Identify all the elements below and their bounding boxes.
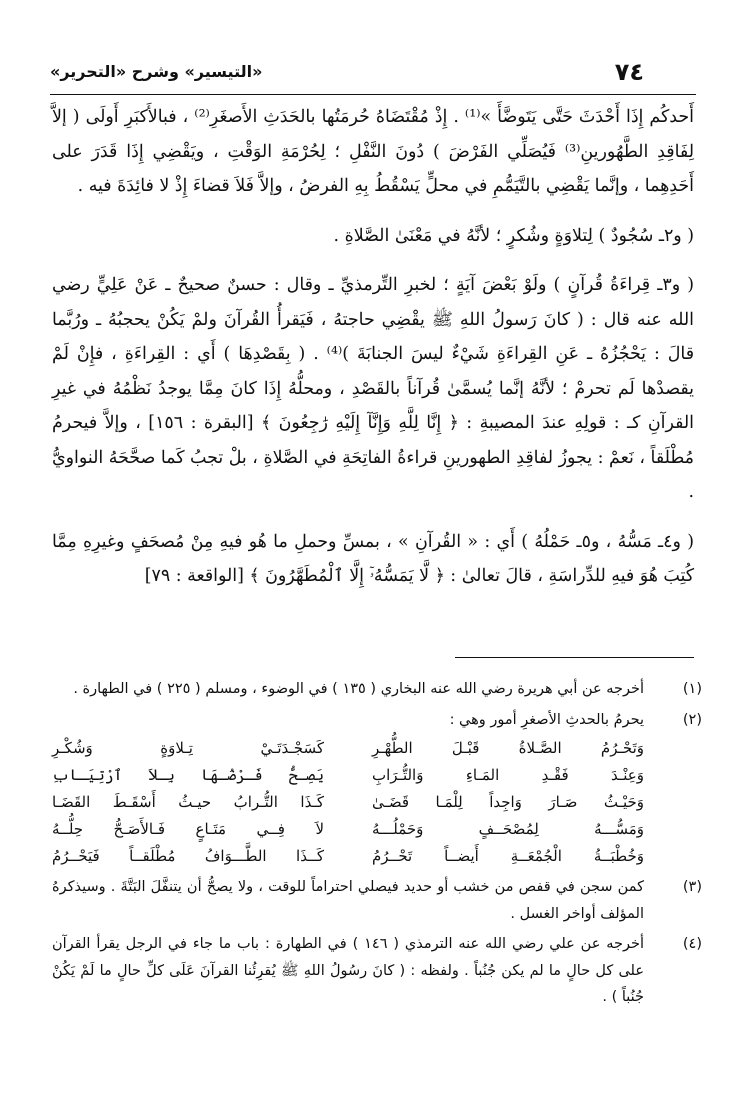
running-title: «التيسير» وشرح «التحرير» [50, 62, 263, 81]
verse-second-hemistich: يَصِـحُّ فَـرْضُـهَا بِـلاَ ٱرْتِيَـابِ [52, 766, 324, 784]
footnotes [52, 676, 702, 1011]
footnote-number: (٢) [682, 711, 702, 728]
verse-first-hemistich: وَتَحْـرُمُ الصَّـلاةُ قَبْـلَ الطُّهْـرِ [372, 739, 644, 757]
paragraph-1: أَحدكُم إِذَا أَحْدَثَ حَتَّى يَتَوضَّأَ »⁽¹⁾ . إِذْ مُقْتَضَاهُ حُرمَتُها بالحَدَثِ الأَصغَرِ⁽²⁾ ، فبالأَكبَرِ أَولَى ( إلاَّ لِفَاقِدِ الطَّهُورينِ⁽³⁾ فَيُصَلِّي الفَرْضَ ) دُونَ النَّفْلِ ؛ لِحُرْمَةِ الوَقْتِ ، ويَقْضِي إِذَا قَدَرَ على أَحَدِهِما ، وإنَّما يَقْضِي بالتَّيَمُّمِ في محلٍّ يَسْقُطُ بِهِ الفرضُ ، وإلاَّ فَلاَ قضاءَ إِذْ لا فائِدَةَ فيه . [52, 107, 695, 196]
verse-line [52, 762, 644, 789]
footnote-1 [52, 676, 702, 703]
paragraph-2: ( و٢ـ سُجُودٌ ) لِتلاوَةٍ وشُكرٍ ؛ لأنَّهُ في مَعْنَىٰ الصَّلاةِ . [333, 225, 694, 246]
footnote-2 [52, 707, 702, 871]
verse-first-hemistich: وَمَسُّـــهُ لِمُصْحَــفٍ وَحَمْلُـــهُ [372, 820, 644, 838]
footnote-number: (١) [682, 681, 702, 697]
verse-line [52, 843, 644, 870]
verse-first-hemistich: وَخُطْبَــةُ الْجُمْعَــةِ أَيضــاً تَحْــرُمُ [372, 847, 644, 865]
verse-second-hemistich: كَسَجْـدَتَـيْ تِـلاوَةٍ وَشُكْـرِ [52, 739, 324, 757]
footnote-3 [52, 874, 702, 927]
poem-verses [52, 735, 644, 870]
footnote-divider [455, 657, 694, 658]
footnote-4 [52, 931, 702, 1011]
footnote-text: أخرجه عن أبي هريرة رضي الله عنه البخاري ( ١٣٥ ) في الوضوء ، ومسلم ( ٢٢٥ ) في الطهارة . [73, 681, 644, 697]
verse-second-hemistich: لاَ فِــي مَتَـاعٍ فَـالأَصَـحُّ حِلُّــهُ [52, 820, 324, 838]
page-header [50, 58, 696, 95]
main-text [52, 100, 694, 594]
footnote-text: أخرجه عن علي رضي الله عنه الترمذي ( ١٤٦ ) في الطهارة : باب ما جاء في الرجل يقرأ القرآن على كل حالٍ ما لم يكن جُنُباً . ولفظه : ( كانَ رسُولُ اللهِ ﷺ يُقرِئُنا القرآنَ عَلَى كلِّ حالٍ ما لَمْ يَكُنْ جُنُباً ) . [52, 936, 644, 1005]
paragraph-3: ( و٣ـ قِراءَةُ قُرآنٍ ) ولَوْ بَعْضَ آيَةٍ ؛ لخبرِ التِّرمذيِّ ـ وقال : حسنٌ صحيحٌ ـ عَنْ عَلِيٍّ رضي الله عنه قال : ( كانَ رَسولُ اللهِ ﷺ يقْضِي حاجتهُ ، فَيَقرأُ القُرآنَ ولمْ يَكُنْ يحجبُهُ ـ ورُبَّما قالَ : يَحْجُزُهُ ـ عَنِ القِراءَةِ شَيْءٌ ليسَ الجنابَةَ )⁽⁴⁾ . ( بِقَصْدِهَا ) أَي : القِراءَةِ ، فإِنْ لَمْ يقصدْها لَم تحرمْ ؛ لأنَّهُ إنَّما يُسمَّىٰ قُرآناً بالقَصْدِ ، ومحلُّهُ إِذَا كانَ مِمَّا يوجدُ نَظْمُهُ في غيرِ القرآنِ كـ : قولِهِ عندَ المصيبةِ : ﴿ إِنَّا لِلَّهِ وَإِنَّآ إِلَيْهِ رَٰجِعُونَ ﴾ [البقرة : ١٥٦] ، وإلاَّ فيحرمُ مُطْلَقاً ، نَعمْ : يجوزُ لفاقِدِ الطهورينِ قراءةُ الفاتِحَةِ في الصَّلاةِ ، بلْ تجبُ كَما صحَّحَهُ النواويُّ . [52, 275, 695, 502]
verse-first-hemistich: وَعِنْـدَ فَقْـدِ المَـاءِ وَالتُّـرَابِ [372, 766, 644, 784]
page-number: ٧٤ [614, 58, 644, 86]
paragraph-4: ( و٤ـ مَسُّهُ ، و٥ـ حَمْلُهُ ) أَي : « القُرآنِ » ، بمسِّ وحملِ ما هُو فيهِ مِنْ مُصحَفٍ وغيرِهِ مِمَّا كُتِبَ هُوَ فيهِ للدِّراسَةِ ، قالَ تعالىٰ : ﴿ لَّا يَمَسُّهُۥٓ إِلَّا ٱلْمُطَهَّرُونَ ﴾ [الواقعة : ٧٩] [52, 531, 694, 586]
verse-line [52, 816, 644, 843]
verse-second-hemistich: كَــذَا الطَّـــوَافُ مُطْلَقــاً فَيَحْــرُمُ [52, 847, 324, 865]
verse-line [52, 735, 644, 762]
verse-second-hemistich: كَـذَا التُّـرابُ حيـثُ أَسْقَـطَ القَضَـا [52, 793, 324, 811]
verse-line [52, 789, 644, 816]
footnote-number: (٤) [682, 936, 702, 952]
footnote-number: (٣) [682, 879, 702, 895]
footnote-text: يحرمُ بالحدثِ الأصغرِ أمور وهي : [449, 711, 644, 728]
verse-first-hemistich: وَحَيْـثُ صَـارَ وَاجِداً لِلْمَـا قَضَـىٰ [372, 793, 644, 811]
footnote-text: كمن سجن في قفص من خشب أو حديد فيصلي احتراماً للوقت ، ولا يصحُّ أن يتنفَّلَ البَتَّةَ . وسيذكرهُ المؤلف أواخر الغسل . [52, 879, 644, 922]
